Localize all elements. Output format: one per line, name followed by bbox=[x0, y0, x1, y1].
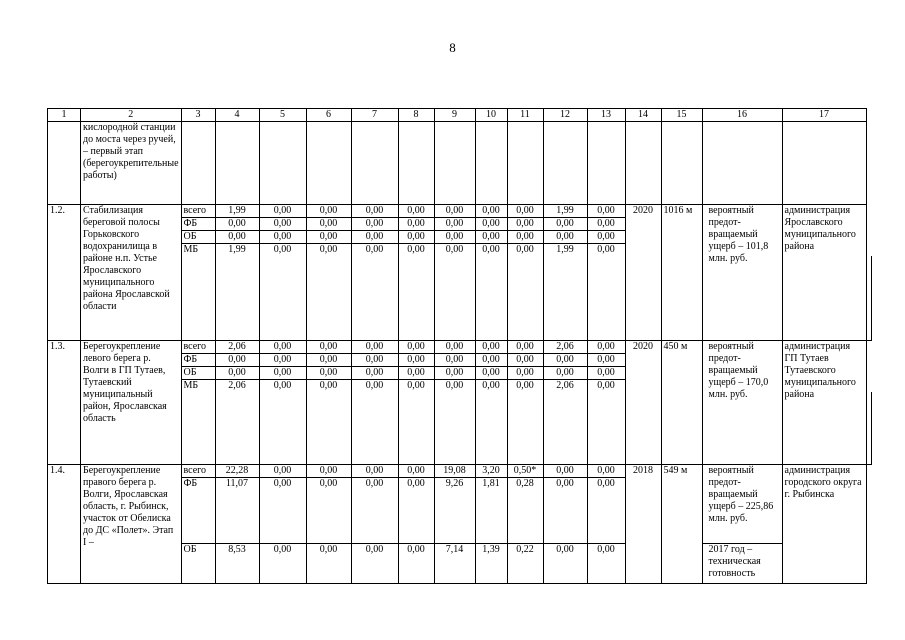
value-cell: 0,00 bbox=[543, 544, 587, 584]
header-cell: 4 bbox=[215, 109, 259, 122]
empty-cell bbox=[475, 392, 507, 465]
table-row bbox=[48, 205, 872, 218]
empty-cell bbox=[351, 256, 398, 340]
value-cell: 0,00 bbox=[306, 366, 351, 379]
empty-cell bbox=[181, 392, 215, 465]
executor-cell: администрация Ярославского муниципального района bbox=[782, 205, 866, 341]
value-cell: 1,99 bbox=[215, 244, 259, 257]
id-cell: 1.3. bbox=[48, 340, 81, 465]
year-cell: 2020 bbox=[625, 205, 661, 341]
effect-cell: вероятный предот-вращаемый ущерб – 101,8 млн. руб. bbox=[702, 205, 782, 341]
value-cell: 0,22 bbox=[507, 544, 543, 584]
value-cell: 0,00 bbox=[587, 544, 625, 584]
fin-cell: МБ bbox=[181, 379, 215, 392]
value-cell: 0,00 bbox=[398, 231, 434, 244]
value-cell: 0,00 bbox=[543, 231, 587, 244]
value-cell: 0,00 bbox=[351, 340, 398, 353]
value-cell: 0,00 bbox=[351, 218, 398, 231]
fin-cell: МБ bbox=[181, 244, 215, 257]
fin-cell: ОБ bbox=[181, 544, 215, 584]
empty-cell bbox=[587, 122, 625, 205]
value-cell: 0,00 bbox=[306, 205, 351, 218]
value-cell: 0,50* bbox=[507, 465, 543, 478]
empty-cell bbox=[543, 256, 587, 340]
value-cell: 1,99 bbox=[543, 244, 587, 257]
value-cell: 0,00 bbox=[543, 478, 587, 544]
header-cell: 7 bbox=[351, 109, 398, 122]
value-cell: 0,00 bbox=[475, 205, 507, 218]
value-cell: 0,00 bbox=[507, 218, 543, 231]
year-cell: 2020 bbox=[625, 340, 661, 465]
value-cell: 0,00 bbox=[306, 218, 351, 231]
value-cell: 0,00 bbox=[306, 544, 351, 584]
value-cell: 0,00 bbox=[351, 353, 398, 366]
executor-cell: администрация городского округа г. Рыбинска bbox=[782, 465, 866, 584]
value-cell: 0,00 bbox=[259, 379, 306, 392]
value-cell: 0,00 bbox=[507, 231, 543, 244]
empty-cell bbox=[866, 392, 871, 465]
fin-cell: ФБ bbox=[181, 353, 215, 366]
value-cell: 1,39 bbox=[475, 544, 507, 584]
value-cell: 0,00 bbox=[434, 366, 475, 379]
value-cell: 0,00 bbox=[259, 218, 306, 231]
value-cell: 0,00 bbox=[434, 231, 475, 244]
value-cell: 0,00 bbox=[351, 544, 398, 584]
header-cell: 13 bbox=[587, 109, 625, 122]
value-cell: 8,53 bbox=[215, 544, 259, 584]
value-cell: 1,99 bbox=[215, 205, 259, 218]
value-cell: 0,00 bbox=[306, 379, 351, 392]
empty-cell bbox=[181, 122, 215, 205]
value-cell: 0,00 bbox=[259, 366, 306, 379]
empty-cell bbox=[306, 256, 351, 340]
table-row bbox=[48, 122, 872, 205]
header-cell: 16 bbox=[702, 109, 782, 122]
value-cell: 1,81 bbox=[475, 478, 507, 544]
value-cell: 0,00 bbox=[507, 366, 543, 379]
value-cell: 0,00 bbox=[587, 218, 625, 231]
value-cell: 2,06 bbox=[215, 379, 259, 392]
value-cell: 7,14 bbox=[434, 544, 475, 584]
value-cell: 0,00 bbox=[351, 379, 398, 392]
value-cell: 0,00 bbox=[587, 465, 625, 478]
value-cell: 0,00 bbox=[398, 244, 434, 257]
value-cell: 0,00 bbox=[587, 379, 625, 392]
value-cell: 0,00 bbox=[398, 340, 434, 353]
value-cell: 0,00 bbox=[259, 465, 306, 478]
header-cell: 8 bbox=[398, 109, 434, 122]
value-cell: 2,06 bbox=[215, 340, 259, 353]
value-cell: 1,99 bbox=[543, 205, 587, 218]
value-cell: 0,00 bbox=[259, 478, 306, 544]
value-cell: 0,00 bbox=[351, 231, 398, 244]
value-cell: 0,00 bbox=[398, 366, 434, 379]
table-row bbox=[48, 340, 872, 353]
empty-cell bbox=[782, 122, 866, 205]
value-cell: 0,00 bbox=[259, 353, 306, 366]
value-cell: 11,07 bbox=[215, 478, 259, 544]
effect-cell: вероятный предот-вращаемый ущерб – 225,86 млн. руб. bbox=[702, 465, 782, 544]
empty-cell bbox=[259, 256, 306, 340]
empty-cell bbox=[398, 122, 434, 205]
empty-cell bbox=[475, 122, 507, 205]
value-cell: 0,00 bbox=[398, 218, 434, 231]
id-cell: 1.4. bbox=[48, 465, 81, 584]
value-cell: 19,08 bbox=[434, 465, 475, 478]
fin-cell: ОБ bbox=[181, 366, 215, 379]
value-cell: 0,28 bbox=[507, 478, 543, 544]
value-cell: 0,00 bbox=[259, 544, 306, 584]
effect-cell: вероятный предот-вращаемый ущерб – 170,0 млн. руб. bbox=[702, 340, 782, 465]
header-cell: 10 bbox=[475, 109, 507, 122]
name-cell: Берегоукрепление левого берега р. Волги в ГП Тутаев, Тутаевский муниципальный район, Ярославская область bbox=[81, 340, 182, 465]
value-cell: 0,00 bbox=[507, 244, 543, 257]
value-cell: 0,00 bbox=[587, 340, 625, 353]
value-cell: 0,00 bbox=[434, 353, 475, 366]
value-cell: 0,00 bbox=[587, 366, 625, 379]
value-cell: 0,00 bbox=[475, 353, 507, 366]
value-cell: 9,26 bbox=[434, 478, 475, 544]
value-cell: 0,00 bbox=[306, 353, 351, 366]
value-cell: 0,00 bbox=[507, 353, 543, 366]
value-cell: 0,00 bbox=[543, 465, 587, 478]
value-cell: 0,00 bbox=[259, 244, 306, 257]
value-cell: 3,20 bbox=[475, 465, 507, 478]
value-cell: 0,00 bbox=[259, 231, 306, 244]
value-cell: 0,00 bbox=[306, 340, 351, 353]
value-cell: 0,00 bbox=[587, 205, 625, 218]
value-cell: 0,00 bbox=[306, 244, 351, 257]
value-cell: 0,00 bbox=[215, 231, 259, 244]
fin-cell: всего bbox=[181, 205, 215, 218]
program-table bbox=[47, 108, 872, 584]
table-row bbox=[48, 465, 872, 478]
empty-cell bbox=[181, 256, 215, 340]
empty-cell bbox=[475, 256, 507, 340]
header-cell: 9 bbox=[434, 109, 475, 122]
empty-cell bbox=[661, 122, 702, 205]
value-cell: 0,00 bbox=[587, 231, 625, 244]
value-cell: 0,00 bbox=[543, 366, 587, 379]
page-number: 8 bbox=[449, 40, 456, 55]
year-cell: 2018 bbox=[625, 465, 661, 584]
value-cell: 0,00 bbox=[507, 205, 543, 218]
header-cell: 12 bbox=[543, 109, 587, 122]
header-cell: 5 bbox=[259, 109, 306, 122]
value-cell: 0,00 bbox=[587, 244, 625, 257]
value-cell: 0,00 bbox=[434, 340, 475, 353]
value-cell: 0,00 bbox=[306, 231, 351, 244]
empty-cell bbox=[434, 256, 475, 340]
value-cell: 0,00 bbox=[215, 366, 259, 379]
header-cell: 17 bbox=[782, 109, 866, 122]
value-cell: 0,00 bbox=[587, 353, 625, 366]
empty-cell bbox=[434, 392, 475, 465]
value-cell: 0,00 bbox=[306, 465, 351, 478]
value-cell: 0,00 bbox=[398, 379, 434, 392]
empty-cell bbox=[587, 392, 625, 465]
name-cell: Стабилизация береговой полосы Горьковского водохранилища в районе н.п. Устье Ярославского муниципального района Ярославской области bbox=[81, 205, 182, 341]
value-cell: 0,00 bbox=[543, 353, 587, 366]
value-cell: 0,00 bbox=[259, 340, 306, 353]
empty-cell bbox=[306, 392, 351, 465]
fin-cell: ФБ bbox=[181, 478, 215, 544]
empty-cell bbox=[398, 256, 434, 340]
empty-cell bbox=[507, 122, 543, 205]
value-cell: 2,06 bbox=[543, 340, 587, 353]
value-cell: 0,00 bbox=[398, 205, 434, 218]
header-cell: 11 bbox=[507, 109, 543, 122]
empty-cell bbox=[507, 256, 543, 340]
empty-cell bbox=[215, 122, 259, 205]
empty-cell bbox=[351, 122, 398, 205]
value-cell: 0,00 bbox=[475, 379, 507, 392]
empty-cell bbox=[625, 122, 661, 205]
header-cell: 1 bbox=[48, 109, 81, 122]
empty-cell bbox=[306, 122, 351, 205]
id-cell: 1.2. bbox=[48, 205, 81, 341]
name-cell: кислородной станции до моста через ручей, – первый этап (берегоукрепительные работы) bbox=[81, 122, 182, 205]
value-cell: 0,00 bbox=[306, 478, 351, 544]
value-cell: 0,00 bbox=[475, 231, 507, 244]
empty-cell bbox=[259, 122, 306, 205]
empty-cell bbox=[543, 392, 587, 465]
value-cell: 0,00 bbox=[475, 218, 507, 231]
fin-cell: ОБ bbox=[181, 231, 215, 244]
header-cell: 3 bbox=[181, 109, 215, 122]
empty-cell bbox=[543, 122, 587, 205]
empty-cell bbox=[398, 392, 434, 465]
value-cell: 0,00 bbox=[351, 205, 398, 218]
effect-cell: 2017 год – техническая готовность bbox=[702, 544, 782, 584]
header-row bbox=[48, 109, 872, 122]
value-cell: 0,00 bbox=[475, 340, 507, 353]
value-cell: 0,00 bbox=[507, 340, 543, 353]
empty-cell bbox=[434, 122, 475, 205]
value-cell: 22,28 bbox=[215, 465, 259, 478]
value-cell: 0,00 bbox=[434, 205, 475, 218]
length-cell: 450 м bbox=[661, 340, 702, 465]
empty-cell bbox=[259, 392, 306, 465]
value-cell: 0,00 bbox=[398, 353, 434, 366]
value-cell: 2,06 bbox=[543, 379, 587, 392]
value-cell: 0,00 bbox=[398, 465, 434, 478]
value-cell: 0,00 bbox=[507, 379, 543, 392]
value-cell: 0,00 bbox=[351, 244, 398, 257]
executor-cell: администрация ГП Тутаев Тутаевского муниципального района bbox=[782, 340, 866, 465]
header-cell: 2 bbox=[81, 109, 182, 122]
value-cell: 0,00 bbox=[351, 366, 398, 379]
value-cell: 0,00 bbox=[475, 244, 507, 257]
empty-cell bbox=[507, 392, 543, 465]
value-cell: 0,00 bbox=[398, 478, 434, 544]
fin-cell: всего bbox=[181, 465, 215, 478]
value-cell: 0,00 bbox=[259, 205, 306, 218]
value-cell: 0,00 bbox=[475, 366, 507, 379]
length-cell: 549 м bbox=[661, 465, 702, 584]
value-cell: 0,00 bbox=[215, 218, 259, 231]
empty-cell bbox=[215, 392, 259, 465]
empty-cell bbox=[702, 122, 782, 205]
header-cell: 15 bbox=[661, 109, 702, 122]
name-cell: Берегоукрепление правого берега р. Волги, Ярославская область, г. Рыбинск, участок от Обелиска до ДС «Полет». Этап I – bbox=[81, 465, 182, 584]
value-cell: 0,00 bbox=[434, 379, 475, 392]
empty-cell bbox=[866, 256, 871, 340]
fin-cell: ФБ bbox=[181, 218, 215, 231]
value-cell: 0,00 bbox=[434, 218, 475, 231]
length-cell: 1016 м bbox=[661, 205, 702, 341]
value-cell: 0,00 bbox=[351, 478, 398, 544]
value-cell: 0,00 bbox=[434, 244, 475, 257]
value-cell: 0,00 bbox=[587, 478, 625, 544]
empty-cell bbox=[351, 392, 398, 465]
value-cell: 0,00 bbox=[215, 353, 259, 366]
value-cell: 0,00 bbox=[398, 544, 434, 584]
id-cell bbox=[48, 122, 81, 205]
value-cell: 0,00 bbox=[351, 465, 398, 478]
header-cell: 6 bbox=[306, 109, 351, 122]
empty-cell bbox=[215, 256, 259, 340]
header-cell: 14 bbox=[625, 109, 661, 122]
value-cell: 0,00 bbox=[543, 218, 587, 231]
empty-cell bbox=[587, 256, 625, 340]
fin-cell: всего bbox=[181, 340, 215, 353]
